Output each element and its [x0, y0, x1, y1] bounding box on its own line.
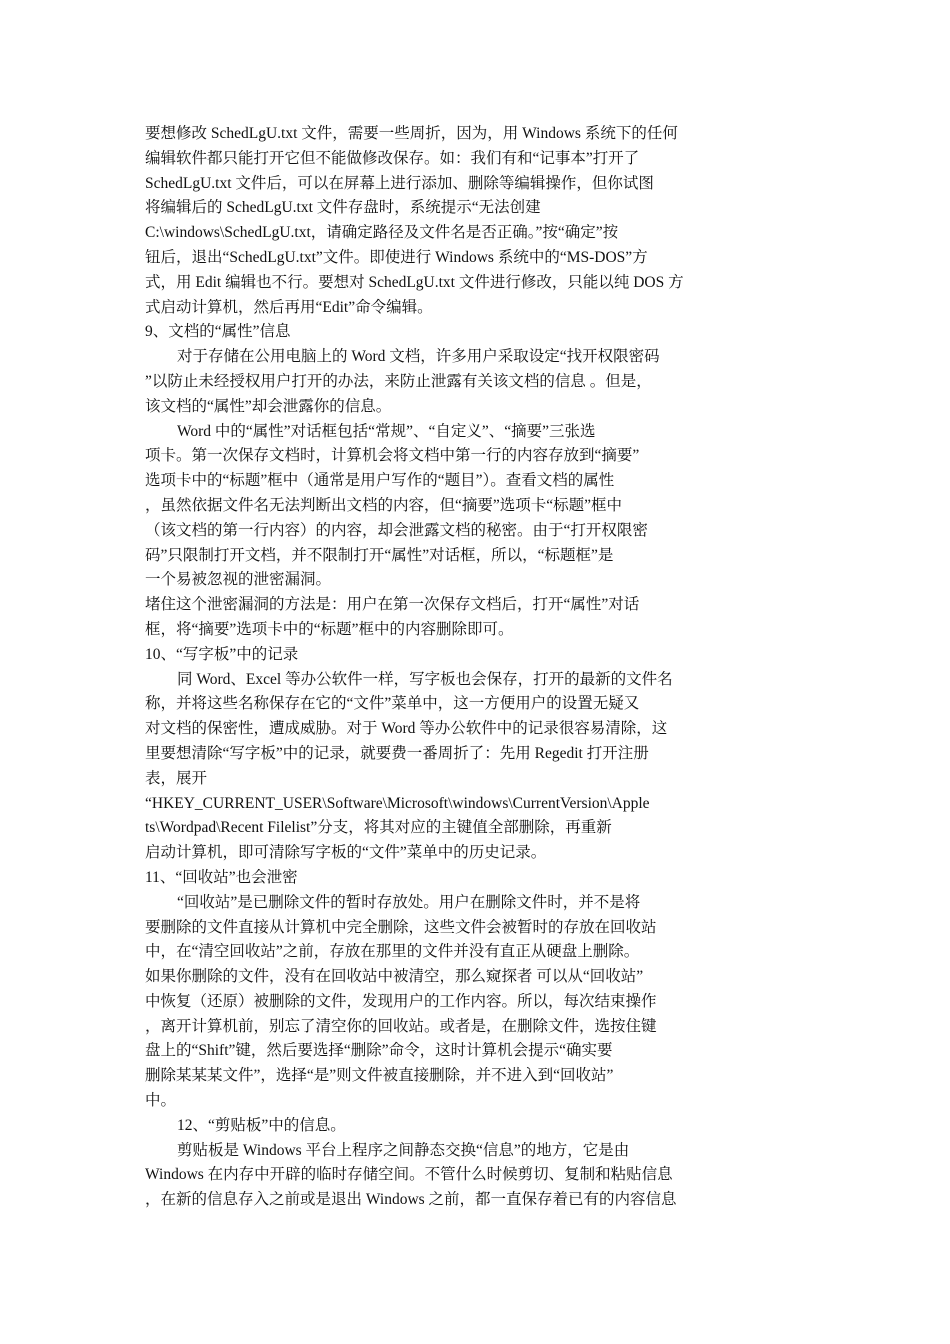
- text-line: 项卡。第一次保存文档时，计算机会将文档中第一行的内容存放到“摘要”: [145, 447, 640, 465]
- text-line: ，在新的信息存入之前或是退出 Windows 之前，都一直保存着已有的内容信息: [145, 1191, 677, 1209]
- text-line: 框，将“摘要”选项卡中的“标题”框中的内容删除即可。: [145, 620, 514, 638]
- text-line: ”以防止未经授权用户打开的办法，来防止泄露有关该文档的信息 。但是，: [145, 372, 652, 390]
- text-line: 堵住这个泄密漏洞的方法是：用户在第一次保存文档后，打开“属性”对话: [145, 596, 640, 614]
- text-line: “回收站”是已删除文件的暂时存放处。用户在删除文件时，并不是将: [177, 893, 641, 911]
- text-line: “HKEY_CURRENT_USER\Software\Microsoft\windows\CurrentVersion\Apple: [145, 794, 650, 812]
- text-line: 将编辑后的 SchedLgU.txt 文件存盘时，系统提示“无法创建: [145, 199, 541, 217]
- text-line: 启动计算机，即可清除写字板的“文件”菜单中的历史记录。: [145, 844, 547, 862]
- text-line: 式启动计算机，然后再用“Edit”命令编辑。: [145, 298, 433, 316]
- text-line: ts\Wordpad\Recent Filelist”分支，将其对应的主键值全部删除，再重新: [145, 819, 612, 837]
- document-body: [145, 122, 735, 1213]
- text-line: 要删除的文件直接从计算机中完全删除，这些文件会被暂时的存放在回收站: [145, 918, 657, 936]
- text-line: 码”只限制打开文档，并不限制打开“属性”对话框，所以，“标题框”是: [145, 546, 614, 564]
- text-line: 中，在“清空回收站”之前，存放在那里的文件并没有直正从硬盘上删除。: [145, 943, 640, 961]
- text-line: C:\windows\SchedLgU.txt，请确定路径及文件名是否正确。”按“确定”按: [145, 224, 619, 242]
- text-line: 一个易被忽视的泄密漏洞。: [145, 571, 332, 589]
- text-line: Word 中的“属性”对话框包括“常规”、“自定义”、“摘要”三张选: [177, 422, 596, 440]
- text-line: 对文档的保密性，遭成威胁。对于 Word 等办公软件中的记录很容易清除，这: [145, 720, 668, 738]
- text-line: 中恢复（还原）被删除的文件，发现用户的工作内容。所以，每次结束操作: [145, 992, 657, 1010]
- text-line: 要想修改 SchedLgU.txt 文件，需要一些周折，因为，用 Windows 系统下的任何: [145, 125, 678, 142]
- text-line: 该文档的“属性”却会泄露你的信息。: [145, 397, 392, 415]
- text-line: 钮后，退出“SchedLgU.txt”文件。即使进行 Windows 系统中的“MS-DOS”方: [145, 248, 648, 266]
- text-line: ，虽然依据文件名无法判断出文档的内容，但“摘要”选项卡“标题”框中: [145, 496, 623, 514]
- text-line: 删除某某某文件”，选择“是”则文件被直接删除，并不进入到“回收站”: [145, 1067, 614, 1085]
- text-line: 里要想清除“写字板”中的记录，就要费一番周折了：先用 Regedit 打开注册: [145, 744, 649, 762]
- text-line: 式，用 Edit 编辑也不行。要想对 SchedLgU.txt 文件进行修改，只能以纯 DOS 方: [145, 273, 684, 291]
- text-line: 编辑软件都只能打开它但不能做修改保存。如：我们有和“记事本”打开了: [145, 149, 640, 167]
- text-line: 中。: [145, 1092, 177, 1110]
- text-line: 12、“剪贴板”中的信息。: [177, 1116, 346, 1134]
- text-line: 9、文档的“属性”信息: [145, 323, 291, 341]
- text-line: 10、“写字板”中的记录: [145, 645, 299, 663]
- text-line: 称，并将这些名称保存在它的“文件”菜单中，这一方便用户的设置无疑又: [145, 695, 640, 713]
- text-line: 剪贴板是 Windows 平台上程序之间静态交换“信息”的地方，它是由: [177, 1141, 630, 1159]
- text-line: 选项卡中的“标题”框中（通常是用户写作的“题目”）。查看文档的属性: [145, 472, 615, 490]
- text-line: ，离开计算机前，别忘了清空你的回收站。或者是，在删除文件，选按住键: [145, 1017, 657, 1035]
- text-line: （该文档的第一行内容）的内容，却会泄露文档的秘密。由于“打开权限密: [145, 521, 648, 539]
- text-line: Windows 在内存中开辟的临时存储空间。不管什么时候剪切、复制和粘贴信息: [145, 1166, 673, 1184]
- text-line: 同 Word、Excel 等办公软件一样，写字板也会保存，打开的最新的文件名: [177, 670, 673, 688]
- text-line: 表，展开: [145, 769, 208, 787]
- text-line: SchedLgU.txt 文件后，可以在屏幕上进行添加、删除等编辑操作，但你试图: [145, 174, 654, 192]
- text-line: 11、“回收站”也会泄密: [145, 868, 298, 886]
- text-line: 对于存储在公用电脑上的 Word 文档，许多用户采取设定“找开权限密码: [177, 348, 660, 366]
- text-line: 盘上的“Shift”键，然后要选择“删除”命令，这时计算机会提示“确实要: [145, 1042, 613, 1060]
- text-line: 如果你删除的文件，没有在回收站中被清空，那么窥探者 可以从“回收站”: [145, 968, 644, 986]
